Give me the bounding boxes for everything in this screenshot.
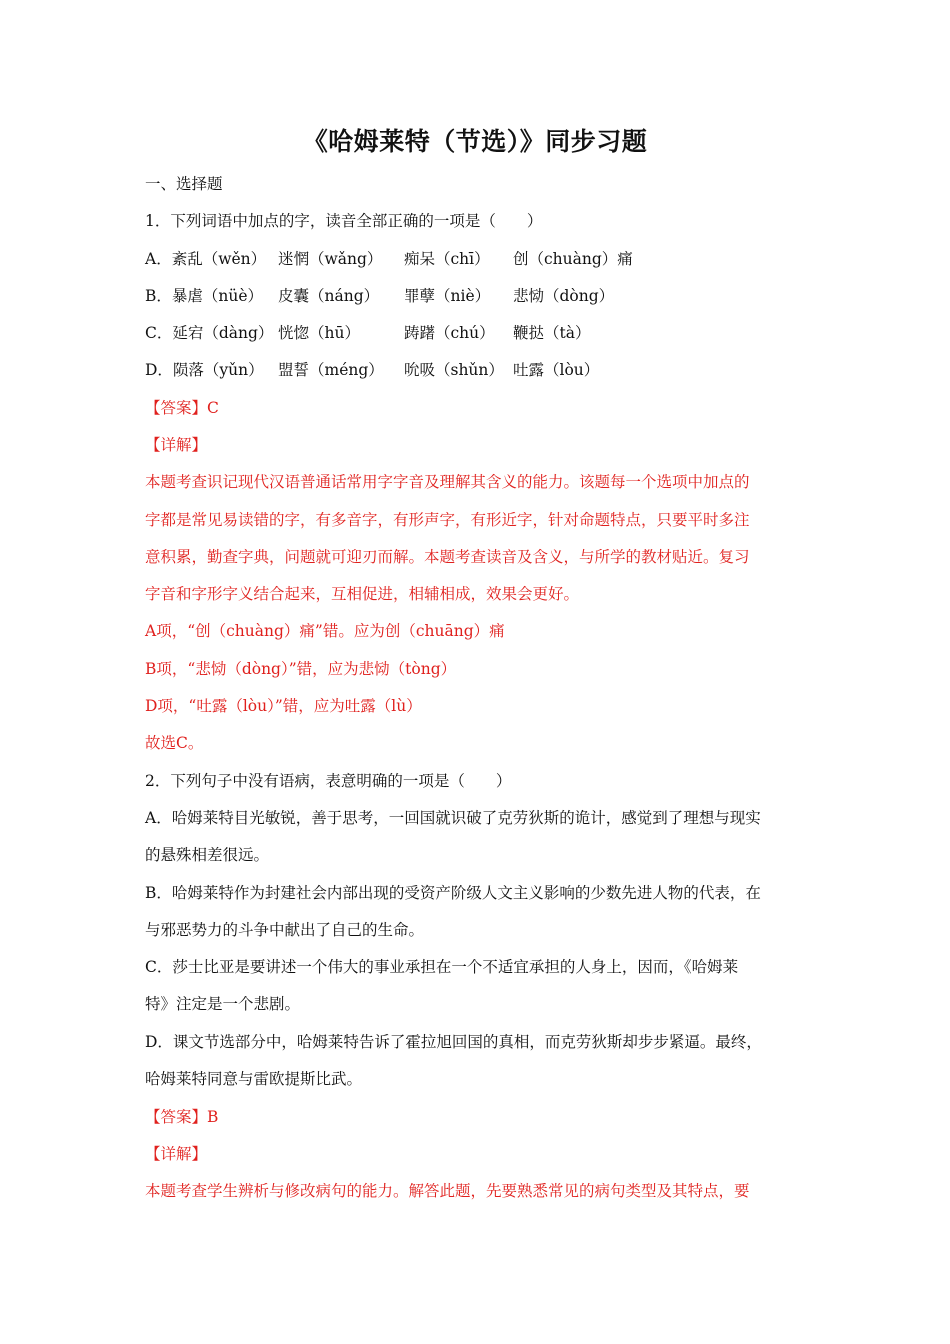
answer-label: 【答案】 [145, 399, 208, 417]
question-2-option-a-line1: A．哈姆莱特目光敏锐，善于思考，一回国就识破了克劳狄斯的诡计，感觉到了理想与现实 [145, 809, 761, 827]
explanation-line: 意积累，勤查字典，问题就可迎刃而解。本题考查读音及含义，与所学的教材贴近。复习 [145, 548, 750, 566]
option-word: 盟誓（méng） [278, 361, 384, 379]
correction-line: A项，“创（chuàng）痛”错。应为创（chuāng）痛 [145, 622, 505, 640]
option-word: 痴呆（chī） [404, 250, 490, 268]
option-word: D．陨落（yǔn） [145, 361, 264, 379]
option-word: C．延宕（dàng） [145, 324, 274, 342]
answer-label: 【答案】 [145, 1108, 208, 1126]
explanation-line: 字都是常见易读错的字，有多音字，有形声字，有形近字，针对命题特点，只要平时多注 [145, 511, 750, 529]
conclusion-line: 故选C。 [145, 734, 204, 752]
option-word: 踌躇（chú） [404, 324, 495, 342]
section-heading: 一、选择题 [145, 175, 223, 193]
question-2-option-d-line2: 哈姆莱特同意与雷欧提斯比武。 [145, 1070, 363, 1088]
option-word: 罪孽（niè） [404, 287, 491, 305]
option-word: B．暴虐（nüè） [145, 287, 264, 305]
question-2-option-c-line1: C．莎士比亚是要讲述一个伟大的事业承担在一个不适宜承担的人身上，因而，《哈姆莱 [145, 958, 739, 976]
option-word: 创（chuàng）痛 [513, 250, 633, 268]
question-2-option-b-line1: B．哈姆莱特作为封建社会内部出现的受资产阶级人文主义影响的少数先进人物的代表，在 [145, 884, 761, 902]
question-1-stem: 1．下列词语中加点的字，读音全部正确的一项是（ ） [145, 212, 543, 230]
question-2-option-a-line2: 的悬殊相差很远。 [145, 846, 270, 864]
option-word: 悲恸（dòng） [513, 287, 615, 305]
correction-line: B项，“悲恸（dòng）”错，应为悲恸（tòng） [145, 660, 457, 678]
answer-value: B [207, 1108, 219, 1126]
option-word: 吮吸（shǔn） [404, 361, 504, 379]
option-word: 吐露（lòu） [513, 361, 600, 379]
question-2-option-b-line2: 与邪恶势力的斗争中献出了自己的生命。 [145, 921, 425, 939]
explanation-line: 本题考查学生辨析与修改病句的能力。解答此题，先要熟悉常见的病句类型及其特点，要 [145, 1182, 750, 1200]
option-word: 迷惘（wǎng） [278, 250, 383, 268]
question-1-option-b [145, 286, 815, 306]
question-2-stem: 2．下列句子中没有语病，表意明确的一项是（ ） [145, 772, 512, 790]
question-1-option-c [145, 323, 815, 343]
question-1-option-d [145, 360, 815, 380]
question-2-option-c-line2: 特》注定是一个悲剧。 [145, 995, 301, 1013]
option-word: 皮囊（náng） [278, 287, 380, 305]
question-1-option-a [145, 249, 815, 269]
option-word: 恍惚（hū） [278, 324, 360, 342]
option-word: 鞭挞（tà） [513, 324, 591, 342]
question-2-detail-label: 【详解】 [145, 1145, 208, 1163]
answer-value: C [207, 399, 219, 417]
question-1-detail-label: 【详解】 [145, 436, 208, 454]
question-1-answer [145, 398, 815, 418]
question-2-answer [145, 1107, 815, 1127]
explanation-line: 本题考查识记现代汉语普通话常用字字音及理解其含义的能力。该题每一个选项中加点的 [145, 473, 750, 491]
explanation-line: 字音和字形字义结合起来，互相促进，相辅相成，效果会更好。 [145, 585, 580, 603]
option-word: A．紊乱（wěn） [145, 250, 267, 268]
document-title: 《哈姆莱特（节选）》同步习题 [302, 127, 648, 156]
correction-line: D项，“吐露（lòu）”错，应为吐露（lù） [145, 697, 422, 715]
question-2-option-d-line1: D．课文节选部分中，哈姆莱特告诉了霍拉旭回国的真相，而克劳狄斯却步步紧逼。最终， [145, 1033, 762, 1051]
